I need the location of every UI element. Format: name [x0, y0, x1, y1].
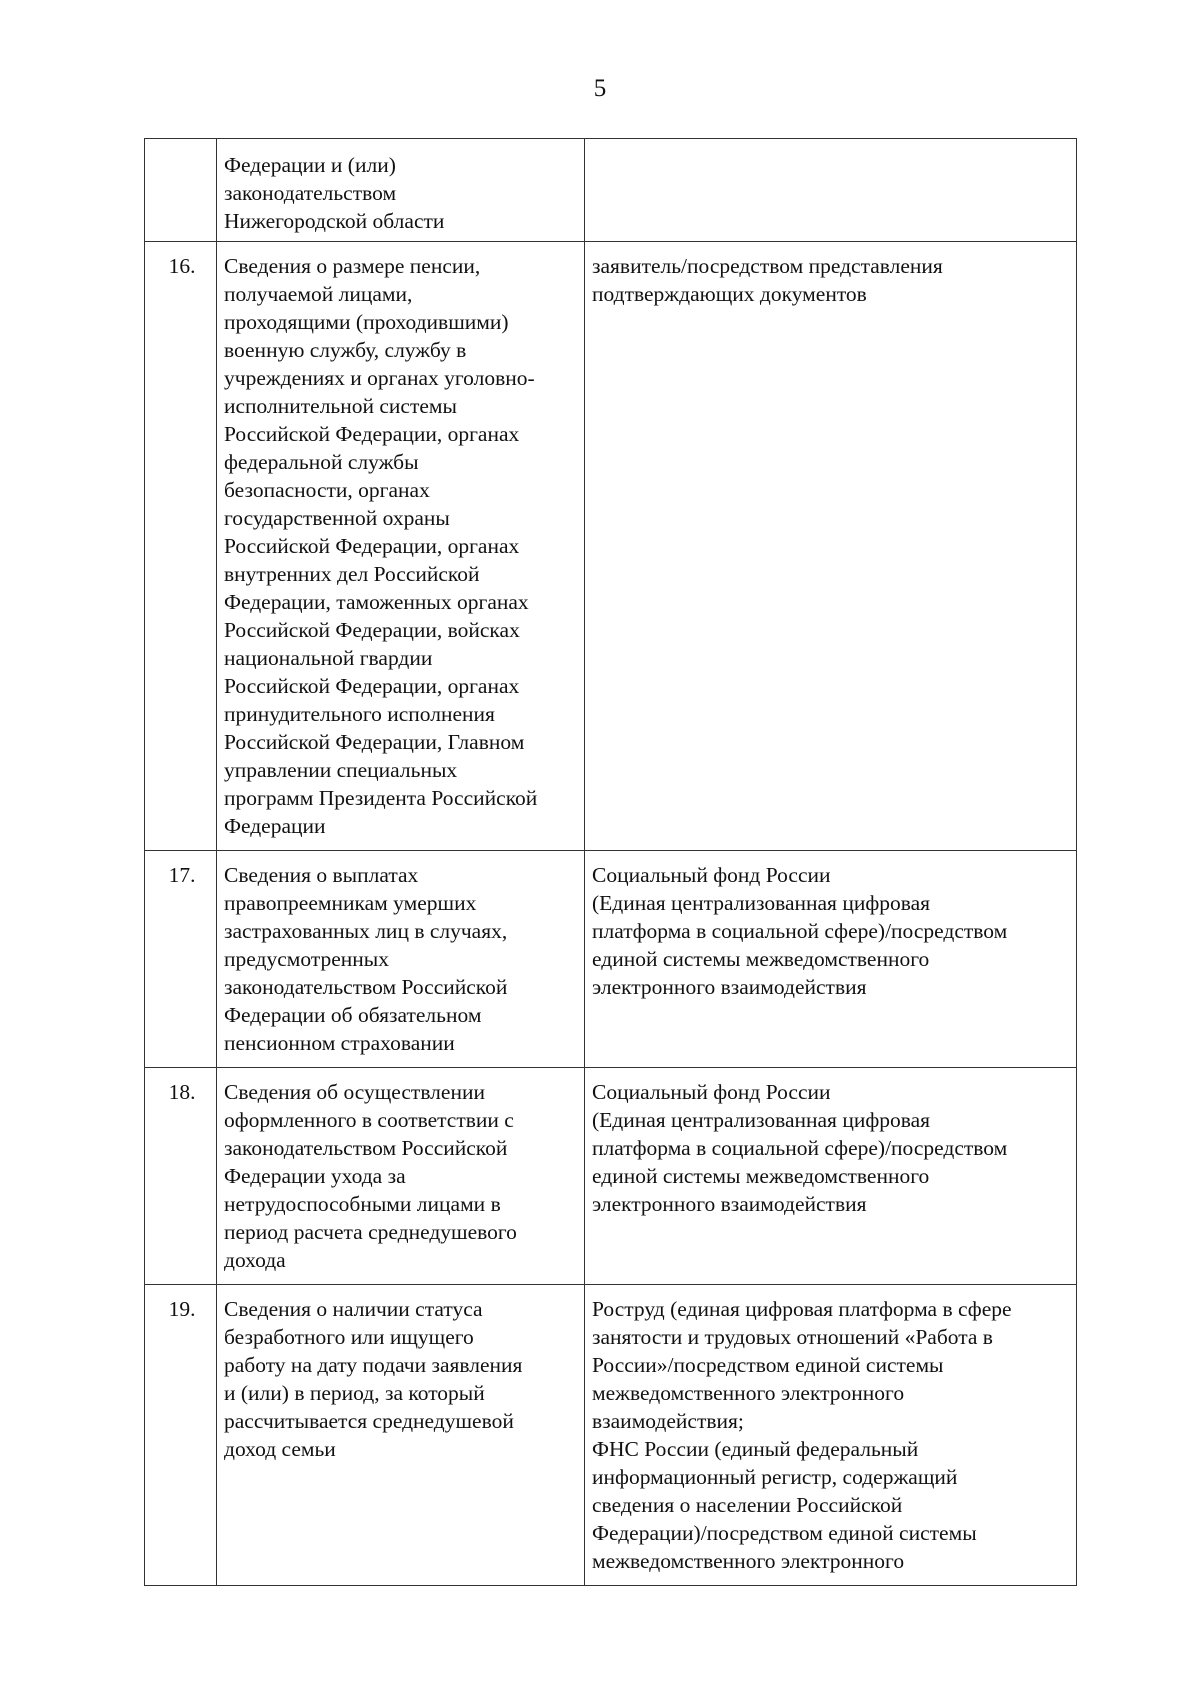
row-source — [585, 851, 1077, 1068]
description-line: федеральной службы — [224, 450, 419, 474]
row-description — [217, 139, 585, 242]
source-line: взаимодействия; — [592, 1409, 744, 1433]
description-line: законодательством Российской — [224, 975, 508, 999]
source-line: (Единая централизованная цифровая — [592, 1108, 931, 1132]
description-line: период расчета среднедушевого — [224, 1220, 517, 1244]
source-line: Федерации)/посредством единой системы — [592, 1521, 977, 1545]
description-line: Российской Федерации, войсках — [224, 618, 520, 642]
row-number — [145, 139, 217, 242]
description-line: исполнительной системы — [224, 394, 457, 418]
source-line: Социальный фонд России — [592, 1080, 831, 1104]
description-line: застрахованных лиц в случаях, — [224, 919, 508, 943]
source-line: единой системы межведомственного — [592, 947, 930, 971]
source-line: Роструд (единая цифровая платформа в сфере — [592, 1297, 1012, 1321]
description-line: проходящими (проходившими) — [224, 310, 509, 334]
source-line: подтверждающих документов — [592, 282, 867, 306]
row-source — [585, 139, 1077, 242]
source-line: сведения о населении Российской — [592, 1493, 903, 1517]
description-line: и (или) в период, за который — [224, 1381, 485, 1405]
page-number: 5 — [593, 75, 607, 102]
description-line: учреждениях и органах уголовно- — [224, 366, 535, 390]
source-line: информационный регистр, содержащий — [592, 1465, 958, 1489]
description-line: дохода — [224, 1248, 286, 1272]
source-line: России»/посредством единой системы — [592, 1353, 944, 1377]
source-line: межведомственного электронного — [592, 1549, 905, 1573]
description-line: управлении специальных — [224, 758, 458, 782]
row-description — [217, 1285, 585, 1586]
row-source — [585, 242, 1077, 851]
table-row — [145, 1285, 1077, 1586]
description-line: безработного или ищущего — [224, 1325, 474, 1349]
source-line: электронного взаимодействия — [592, 1192, 867, 1216]
row-source — [585, 1285, 1077, 1586]
description-line: предусмотренных — [224, 947, 389, 971]
description-line: государственной охраны — [224, 506, 450, 530]
description-line: нетрудоспособными лицами в — [224, 1192, 501, 1216]
row-number: 19. — [145, 1285, 217, 1586]
description-line: законодательством — [224, 181, 397, 205]
source-line: межведомственного электронного — [592, 1381, 905, 1405]
row-number: 18. — [145, 1068, 217, 1285]
source-line: ФНС России (единый федеральный — [592, 1437, 919, 1461]
source-line: (Единая централизованная цифровая — [592, 891, 931, 915]
description-line: Федерации ухода за — [224, 1164, 406, 1188]
row-source — [585, 1068, 1077, 1285]
description-line: Российской Федерации, органах — [224, 422, 520, 446]
description-line: пенсионном страховании — [224, 1031, 455, 1055]
description-line: Федерации и (или) — [224, 153, 396, 177]
data-sources-table — [144, 138, 1077, 1586]
description-line: законодательством Российской — [224, 1136, 508, 1160]
source-line: единой системы межведомственного — [592, 1164, 930, 1188]
row-number: 17. — [145, 851, 217, 1068]
row-description — [217, 242, 585, 851]
row-description — [217, 851, 585, 1068]
description-line: Федерации — [224, 814, 326, 838]
table-row — [145, 139, 1077, 242]
description-line: программ Президента Российской — [224, 786, 538, 810]
description-line: доход семьи — [224, 1437, 336, 1461]
row-number: 16. — [145, 242, 217, 851]
description-line: национальной гвардии — [224, 646, 433, 670]
description-line: Российской Федерации, органах — [224, 674, 520, 698]
description-line: Российской Федерации, Главном — [224, 730, 525, 754]
description-line: Сведения о наличии статуса — [224, 1297, 483, 1321]
table-row — [145, 242, 1077, 851]
description-line: получаемой лицами, — [224, 282, 413, 306]
description-line: работу на дату подачи заявления — [224, 1353, 523, 1377]
description-line: Нижегородской области — [224, 209, 445, 233]
table-row — [145, 851, 1077, 1068]
description-line: Сведения о выплатах — [224, 863, 419, 887]
source-line: Социальный фонд России — [592, 863, 831, 887]
description-line: Сведения о размере пенсии, — [224, 254, 481, 278]
description-line: безопасности, органах — [224, 478, 430, 502]
source-line: заявитель/посредством представления — [592, 254, 943, 278]
source-line: занятости и трудовых отношений «Работа в — [592, 1325, 993, 1349]
source-line: электронного взаимодействия — [592, 975, 867, 999]
source-line: платформа в социальной сфере)/посредством — [592, 1136, 1008, 1160]
description-line: военную службу, службу в — [224, 338, 467, 362]
description-line: правопреемникам умерших — [224, 891, 477, 915]
description-line: Российской Федерации, органах — [224, 534, 520, 558]
description-line: Федерации об обязательном — [224, 1003, 482, 1027]
table-row — [145, 1068, 1077, 1285]
description-line: Сведения об осуществлении — [224, 1080, 485, 1104]
row-description — [217, 1068, 585, 1285]
description-line: принудительного исполнения — [224, 702, 495, 726]
description-line: внутренних дел Российской — [224, 562, 480, 586]
source-line: платформа в социальной сфере)/посредством — [592, 919, 1008, 943]
description-line: рассчитывается среднедушевой — [224, 1409, 514, 1433]
description-line: оформленного в соответствии с — [224, 1108, 514, 1132]
description-line: Федерации, таможенных органах — [224, 590, 529, 614]
